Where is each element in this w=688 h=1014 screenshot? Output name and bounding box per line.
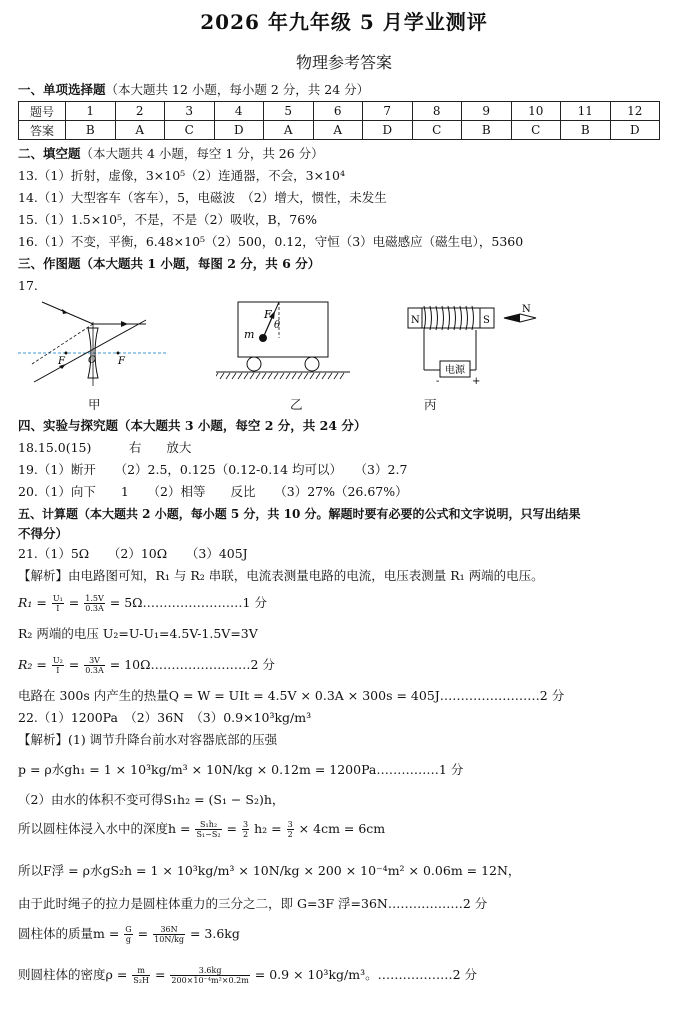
table-cell: 6 [313, 102, 363, 121]
section1-heading-line [18, 81, 369, 99]
mass-result: = 3.6kg [189, 926, 240, 941]
table-cell: A [313, 121, 363, 140]
fraction-denominator: S₁−S₂ [196, 830, 221, 839]
table-cell: 5 [264, 102, 314, 121]
density-lhs: 则圆柱体的密度ρ = [18, 967, 128, 982]
hatch-mark [340, 373, 344, 379]
figure-caption-b: 乙 [290, 397, 303, 412]
table-cell: B [66, 121, 116, 140]
hatch-mark [232, 373, 236, 379]
fraction-denominator: 0.3A [85, 666, 104, 675]
table-cell: C [412, 121, 462, 140]
table-row-answers [19, 121, 660, 140]
depth-equation [18, 820, 385, 839]
answer-q15: 15.（1）1.5×10⁵，不是，不是（2）吸收，B，76% [18, 212, 318, 227]
hatch-mark [286, 373, 290, 379]
figure-caption-c: 丙 [424, 397, 437, 412]
optical-center-label: O [88, 355, 97, 366]
depth-mid: h₂ = [254, 821, 282, 836]
hatch-mark [310, 373, 314, 379]
fraction-denominator: I [56, 604, 60, 613]
table-row-numbers [19, 102, 660, 121]
answer-q16: 16.（1）不变，平衡，6.48×10⁵（2）500，0.12，守恒（3）电磁感应（磁生电），5360 [18, 234, 524, 249]
buoyancy-equation: 所以F浮 = ρ水gS₂h = 1 × 10³kg/m³ × 10N/kg × 200 × 10⁻⁴m² × 0.06m = 12N， [18, 863, 521, 878]
r1-result: = 5Ω……………………1 分 [109, 595, 267, 610]
fraction-denominator: I [56, 666, 60, 675]
density-fraction-symbolic [132, 966, 150, 985]
hatch-mark [268, 373, 272, 379]
row-label-number: 题号 [19, 102, 66, 121]
table-cell: 4 [214, 102, 264, 121]
row-label-answer: 答案 [19, 121, 66, 140]
r2-result: = 10Ω……………………2 分 [109, 657, 275, 672]
table-cell: B [462, 121, 512, 140]
hatch-mark [226, 373, 230, 379]
angle-label: θ [274, 320, 281, 331]
r2-fraction-symbolic [52, 656, 64, 675]
hatch-mark [262, 373, 266, 379]
section5-heading-line1: 五、计算题（本大题共 2 小题，每小题 5 分，共 10 分。解题时要有必要的公式和文字说明，只写出结果 [18, 507, 581, 521]
page-subtitle: 物理参考答案 [295, 53, 392, 72]
figure-caption-a: 甲 [88, 397, 101, 412]
power-source-label: 电源 [445, 365, 465, 376]
depth-lhs: 所以圆柱体浸入水中的深度h = [18, 821, 191, 836]
fraction-numerator: 3.6kg [170, 966, 249, 976]
answer-q14: 14.（1）大型客车（客车），5，电磁波 （2）增大，惯性，未发生 [18, 190, 387, 205]
section1-heading: 一、单项选择题 [18, 82, 106, 97]
table-cell: 12 [610, 102, 660, 121]
answer-q17: 17. [18, 278, 38, 293]
answer-q20: 20.（1）向下 1 （2）相等 反比 （3）27%（26.67%） [18, 484, 408, 499]
r2-lhs: R₂ = [18, 657, 47, 672]
page-title: 2026 年九年级 5 月学业测评 [200, 10, 488, 34]
depth-fraction [195, 820, 221, 839]
mass-fraction-numeric [153, 925, 185, 944]
section1-note: （本大题共 12 小题，每小题 2 分，共 24 分） [105, 82, 370, 97]
table-cell: 3 [165, 102, 215, 121]
section2-note: （本大题共 4 小题，每空 1 分，共 26 分） [80, 146, 324, 161]
pressure-equation: p = ρ水gh₁ = 1 × 10³kg/m³ × 10N/kg × 0.12m = 1200Pa……………1 分 [18, 762, 464, 777]
focus-left-label: F [58, 356, 65, 367]
table-cell: 8 [412, 102, 462, 121]
depth-result: × 4cm = 6cm [298, 821, 386, 836]
fraction-numerator: U₁ [52, 594, 63, 603]
figure-lens-diagram [18, 290, 168, 390]
table-cell: 2 [115, 102, 165, 121]
r2-equation: R₂ = $\frac{\text{U₂}}{I}$ = $\frac{3V}{0.3A}$ = 10Ω……………………2 分 [18, 656, 275, 675]
q22-analysis: 【解析】(1) 调节升降台前水对容器底部的压强 [18, 732, 278, 747]
section3-heading: 三、作图题（本大题共 1 小题，每图 2 分，共 6 分） [18, 256, 321, 271]
fraction-denominator: g [125, 935, 132, 944]
table-cell: D [610, 121, 660, 140]
hatch-mark [298, 373, 302, 379]
section4-heading: 四、实验与探究题（本大题共 3 小题，每空 2 分，共 24 分） [18, 418, 367, 433]
section2-heading-line [18, 145, 324, 163]
section5-heading-line2: 不得分） [18, 526, 69, 541]
table-cell: 7 [363, 102, 413, 121]
figure-electromagnet-diagram [396, 298, 556, 393]
answer-q18: 18.15.0(15) 右 放大 [18, 440, 192, 455]
fraction-numerator: 36N [153, 925, 185, 935]
hatch-mark [316, 373, 320, 379]
force-label: F [264, 308, 272, 321]
mass-fraction-symbolic [124, 925, 132, 944]
table-cell: D [363, 121, 413, 140]
hatch-mark [292, 373, 296, 379]
r1-equation: R₁ = $\frac{\text{U₁}}{I}$ = $\frac{1.5V}{0.3A}$ = 5Ω……………………1 分 [18, 594, 267, 613]
fraction-numerator: 3 [243, 820, 249, 829]
fraction-numerator: S₁h₂ [195, 820, 221, 830]
answer-q13: 13.（1）折射，虚像，3×10⁵（2）连通器，不会，3×10⁴ [18, 168, 345, 183]
hatch-mark [274, 373, 278, 379]
north-pole-label: N [411, 315, 420, 326]
density-fraction-numeric [170, 966, 249, 985]
three-halves-fraction [242, 820, 249, 839]
answer-q19: 19.（1）断开 （2）2.5，0.125（0.12-0.14 均可以） （3）2.7 [18, 462, 408, 477]
table-cell: A [115, 121, 165, 140]
r2-voltage: R₂ 两端的电压 U₂=U-U₁=4.5V-1.5V=3V [18, 626, 258, 641]
fraction-denominator: 0.3A [85, 604, 104, 613]
fraction-denominator: 10N/kg [154, 935, 184, 944]
fraction-numerator: U₂ [52, 656, 63, 665]
hatch-mark [216, 373, 218, 379]
hatch-mark [280, 373, 284, 379]
table-cell: B [561, 121, 611, 140]
fraction-denominator: 200×10⁻⁴m²×0.2m [171, 976, 249, 985]
hatch-mark [256, 373, 260, 379]
plus-terminal-label: + [472, 376, 481, 387]
section2-heading: 二、填空题 [18, 146, 81, 161]
fraction-numerator: 3V [84, 656, 105, 666]
answer-table [18, 101, 660, 140]
table-cell: D [214, 121, 264, 140]
table-cell: C [165, 121, 215, 140]
fraction-numerator: G [125, 925, 132, 934]
mass-lhs: 圆柱体的质量m = [18, 926, 120, 941]
south-pole-label: S [483, 315, 490, 326]
hatch-mark [334, 373, 338, 379]
fraction-denominator: 2 [243, 830, 249, 839]
r1-fraction-symbolic [52, 594, 64, 613]
fraction-denominator: 2 [287, 830, 293, 839]
hatch-mark [220, 373, 224, 379]
hatch-mark [250, 373, 254, 379]
hatch-mark [322, 373, 326, 379]
focus-right-label: F [118, 356, 125, 367]
three-halves-fraction [287, 820, 294, 839]
mass-equation: 圆柱体的质量m = $\frac{G}{g}$ = $\frac{36N}{10N/kg}$ = 3.6kg [18, 925, 240, 944]
fraction-numerator: 3 [287, 820, 293, 829]
hatch-mark [328, 373, 332, 379]
answer-q22: 22.（1）1200Pa （2）36N （3）0.9×10³kg/m³ [18, 710, 312, 725]
hatch-mark [238, 373, 242, 379]
table-cell: C [511, 121, 561, 140]
fraction-denominator: S₂H [133, 976, 149, 985]
fraction-numerator: 1.5V [85, 594, 104, 603]
q21-analysis: 【解析】由电路图可知，R₁ 与 R₂ 串联，电流表测量电路的电流，电压表测量 R₁ 两端的电压。 [18, 568, 544, 583]
compass-north-label: N [522, 304, 531, 315]
equals-sign: = [226, 821, 238, 836]
table-cell: 11 [561, 102, 611, 121]
volume-equation: （2）由水的体积不变可得S₁h₂ = (S₁ − S₂)h， [18, 792, 285, 807]
gravity-equation: 由于此时绳子的拉力是圆柱体重力的三分之二，即 G=3F 浮=36N………………2 分 [18, 896, 488, 911]
r1-lhs: R₁ = [18, 595, 47, 610]
hatch-mark [304, 373, 308, 379]
r1-fraction-numeric [84, 594, 105, 613]
r2-fraction-numeric [84, 656, 105, 675]
table-cell: 9 [462, 102, 512, 121]
minus-terminal-label: - [436, 376, 440, 387]
table-cell: 1 [66, 102, 116, 121]
heat-equation: 电路在 300s 内产生的热量Q = W = UIt = 4.5V × 0.3A × 300s = 405J……………………2 分 [18, 688, 565, 703]
mass-label: m [244, 328, 255, 341]
density-result: = 0.9 × 10³kg/m³。………………2 分 [254, 967, 478, 982]
ground-hatching [216, 372, 350, 380]
density-equation: 则圆柱体的密度ρ = $\frac{m}{\text{S₂H}}$ = $\frac{3.6kg}{\text{200×10⁻⁴m²×0.2m}}$ = 0.9 × 10³kg/m³。………………2 分 [18, 966, 478, 985]
hatch-mark [244, 373, 248, 379]
table-cell: 10 [511, 102, 561, 121]
fraction-numerator: m [132, 966, 150, 976]
table-cell: A [264, 121, 314, 140]
answer-q21: 21.（1）5Ω （2）10Ω （3）405J [18, 546, 248, 561]
